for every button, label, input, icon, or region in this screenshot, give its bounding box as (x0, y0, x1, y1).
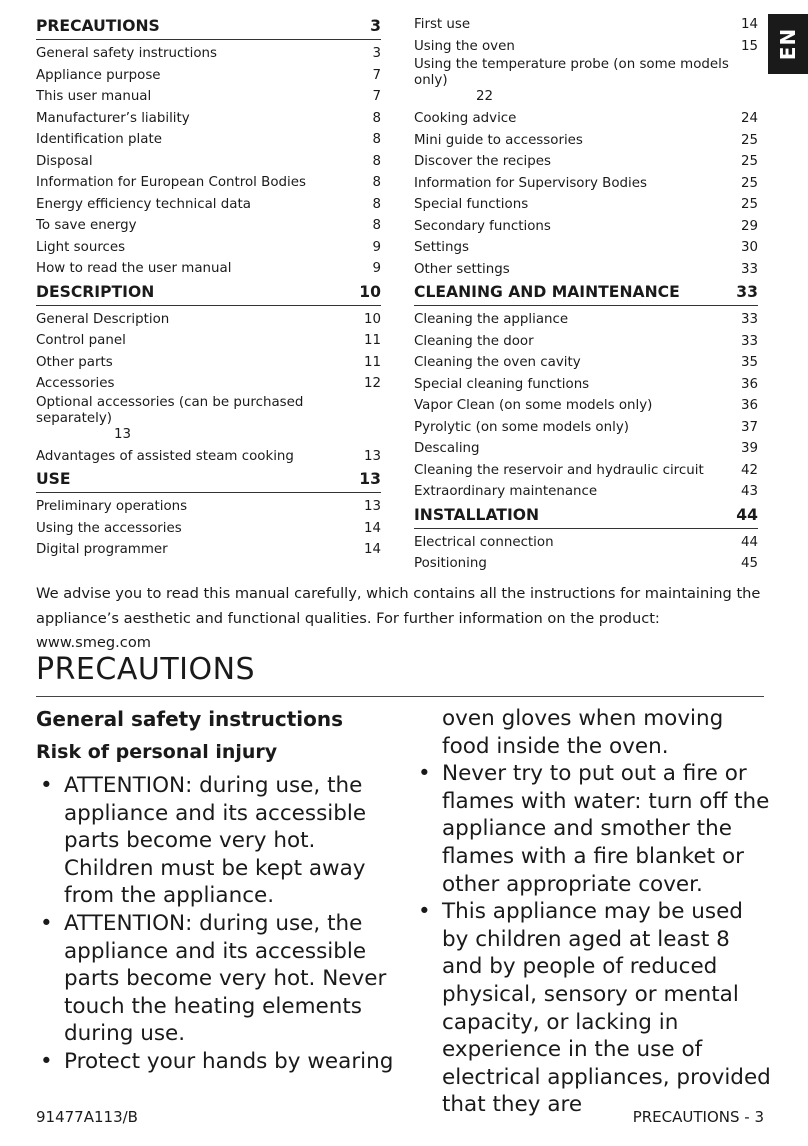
toc-entry-label: To save energy (36, 218, 137, 233)
toc-page-number: 8 (372, 175, 381, 190)
toc-page-number: 44 (740, 534, 758, 550)
toc-entry-label: USE (36, 470, 71, 488)
toc-entry (36, 395, 381, 442)
toc-entry (36, 129, 381, 151)
toc-entry (414, 331, 758, 353)
body-right-column (414, 704, 774, 1119)
toc-entry (414, 237, 758, 259)
toc-page-number: 14 (363, 542, 381, 557)
toc-entry-label: Electrical connection (414, 534, 554, 550)
toc-entry-label: Secondary functions (414, 218, 551, 234)
toc-entry-label: Information for European Control Bodies (36, 175, 306, 190)
toc-entry (414, 352, 758, 374)
toc-entry-label: Identification plate (36, 132, 162, 147)
footer-page-label: PRECAUTIONS - 3 (632, 1108, 764, 1126)
toc-entry (36, 309, 381, 331)
language-tab-label: EN (776, 27, 800, 61)
toc-page-number: 22 (476, 89, 494, 104)
toc-page-number: 30 (740, 240, 758, 255)
toc-page-number: 35 (740, 355, 758, 370)
toc-entry-label: Vapor Clean (on some models only) (414, 398, 653, 413)
toc-entry-label: Pyrolytic (on some models only) (414, 419, 629, 435)
toc-entry-label: Energy efficiency technical data (36, 196, 251, 212)
toc-entry (414, 194, 758, 216)
toc-entry-label: Special functions (414, 197, 529, 212)
toc-page-number: 36 (740, 398, 758, 413)
toc-page-number: 36 (740, 376, 758, 392)
toc-page-number: 3 (370, 17, 381, 35)
toc-entry (414, 216, 758, 238)
toc-entry (36, 43, 381, 65)
toc-page-number: 25 (740, 197, 758, 212)
toc-page-number: 10 (359, 282, 381, 301)
toc-entry-label: Extraordinary maintenance (414, 484, 598, 499)
toc-entry (36, 172, 381, 194)
bullet-item: • ATTENTION: during use, the appliance and its accessible parts become very hot. Children must be kept away from the appliance. (36, 772, 396, 910)
toc-entry-label: DESCRIPTION (36, 282, 155, 301)
bullet-item: • Protect your hands by wearing (36, 1048, 396, 1076)
toc-page-number: 8 (372, 218, 381, 233)
toc-page-number: 13 (359, 470, 381, 488)
footer-doc-code: 91477A113/B (36, 1108, 138, 1126)
toc-page-number: 9 (372, 261, 381, 276)
toc-page-number: 8 (372, 196, 381, 212)
toc-entry (414, 481, 758, 503)
toc-page-number: 8 (372, 132, 381, 147)
toc-page-number: 9 (372, 239, 381, 255)
toc-entry-label: Control panel (36, 333, 126, 348)
toc-entry-label: First use (414, 17, 471, 32)
toc-entry (414, 259, 758, 281)
bullet-list-right (414, 760, 774, 1119)
body-left-column (36, 704, 396, 1076)
toc-right-column (414, 14, 758, 575)
toc-entry-label: Cooking advice (414, 111, 517, 126)
toc-entry-label: CLEANING AND MAINTENANCE (414, 283, 680, 301)
toc-entry (36, 518, 381, 540)
toc-entry-label: General safety instructions (36, 46, 218, 61)
toc-entry-label: Cleaning the oven cavity (414, 355, 581, 370)
bullet-item: • Never try to put out a fire or flames with water: turn off the appliance and smother the flames with a fire blanket or other appropriate cover. (414, 760, 774, 898)
toc-page-number: 13 (363, 448, 381, 464)
toc-page-number: 13 (114, 426, 132, 442)
toc-entry-label: Positioning (414, 556, 487, 571)
toc-entry (414, 130, 758, 152)
toc-entry (414, 395, 758, 417)
toc-entry-label: Cleaning the reservoir and hydraulic circuit (414, 462, 704, 478)
toc-page-number: 33 (740, 312, 758, 327)
toc-entry (36, 108, 381, 130)
toc-page-number: 33 (740, 261, 758, 277)
toc-entry (414, 532, 758, 554)
toc-page-number: 7 (372, 67, 381, 83)
toc-page-number: 8 (372, 153, 381, 169)
toc-entry (36, 539, 381, 561)
toc-entry (36, 215, 381, 237)
toc-entry (414, 460, 758, 482)
toc-section-heading (414, 281, 758, 306)
toc-entry-label: Advantages of assisted steam cooking (36, 448, 294, 464)
toc-entry-label: Settings (414, 240, 469, 255)
toc-section-heading (36, 468, 381, 493)
toc-page-number: 3 (372, 46, 381, 61)
toc-page-number: 29 (740, 218, 758, 234)
toc-entry-label: Using the oven (414, 38, 515, 54)
toc-entry (36, 330, 381, 352)
toc-page-number: 33 (736, 283, 758, 301)
toc-entry-label: Optional accessories (can be purchased separately) (36, 394, 304, 426)
toc-entry (36, 151, 381, 173)
toc-entry (36, 496, 381, 518)
bullet-item: • This appliance may be used by children aged at least 8 and by people of reduced physical, sensory or mental capacity, or lacking in experience in the use of electrical appliances, provided that they are (414, 898, 774, 1119)
toc-page-number: 11 (363, 354, 381, 370)
section-title: General safety instructions (36, 707, 344, 731)
toc-page-number: 45 (740, 556, 758, 571)
toc-page-number: 13 (363, 499, 381, 514)
toc-entry (36, 65, 381, 87)
toc-page-number: 42 (740, 462, 758, 478)
toc-section-heading (36, 15, 381, 40)
intro-paragraph: We advise you to read this manual carefully, which contains all the instructions for maintaining the appliance’s aesthetic and functional qualities. For further information on the product: www.smeg.com (36, 585, 761, 651)
toc-entry (414, 553, 758, 575)
toc-page-number: 12 (363, 376, 381, 391)
toc-page-number: 44 (736, 505, 758, 524)
toc-section-heading (36, 281, 381, 306)
toc-entry-label: Other settings (414, 261, 510, 277)
toc-entry-label: General Description (36, 311, 170, 327)
toc-entry (414, 36, 758, 58)
toc-entry-label: Appliance purpose (36, 67, 161, 83)
toc-entry (36, 352, 381, 374)
toc-entry-label: Cleaning the door (414, 333, 534, 349)
toc-entry (414, 309, 758, 331)
toc-entry (36, 446, 381, 468)
toc-page-number: 14 (363, 520, 381, 536)
toc-entry-label: Information for Supervisory Bodies (414, 175, 647, 191)
toc-page-number: 43 (740, 484, 758, 499)
toc-page-number: 11 (363, 333, 381, 348)
toc-page-number: 37 (740, 419, 758, 435)
toc-entry-label: Using the temperature probe (on some models only) (414, 57, 729, 88)
toc-entry-label: Disposal (36, 153, 93, 169)
toc-entry-label: Descaling (414, 441, 480, 456)
toc-entry-label: This user manual (36, 89, 152, 104)
toc-page-number: 24 (740, 111, 758, 126)
toc-entry-label: How to read the user manual (36, 261, 232, 276)
toc-entry-label: Manufacturer’s liability (36, 110, 190, 126)
toc-page-number: 33 (740, 333, 758, 349)
toc-entry (414, 417, 758, 439)
toc-entry (414, 57, 758, 104)
toc-page-number: 25 (740, 132, 758, 148)
toc-entry (414, 151, 758, 173)
toc-entry-label: Light sources (36, 239, 126, 255)
toc-page-number: 7 (372, 89, 381, 104)
toc-entry-label: Mini guide to accessories (414, 132, 583, 148)
subsection-title: Risk of personal injury (36, 741, 278, 763)
toc-left-column (36, 14, 381, 561)
toc-entry-label: Using the accessories (36, 520, 182, 536)
toc-entry-label: PRECAUTIONS (36, 17, 160, 35)
toc-entry (36, 237, 381, 259)
toc-page-number: 25 (740, 154, 758, 169)
bullet-continuation: oven gloves when moving food inside the oven. (442, 706, 724, 759)
toc-entry (36, 258, 381, 280)
toc-entry (36, 194, 381, 216)
page-title: PRECAUTIONS (36, 648, 764, 697)
toc-section-heading (414, 504, 758, 529)
toc-entry-label: Digital programmer (36, 542, 168, 557)
toc-entry (414, 173, 758, 195)
toc-entry-label: Preliminary operations (36, 499, 188, 514)
toc-entry (36, 373, 381, 395)
toc-page-number: 8 (372, 110, 381, 126)
toc-page-number: 14 (740, 17, 758, 32)
toc-page-number: 39 (740, 441, 758, 456)
toc-entry (414, 14, 758, 36)
toc-entry-label: Other parts (36, 354, 113, 370)
toc-entry (414, 374, 758, 396)
toc-entry-label: Accessories (36, 376, 115, 391)
toc-entry-label: Cleaning the appliance (414, 312, 569, 327)
toc-page-number: 25 (740, 175, 758, 191)
toc-entry-label: Special cleaning functions (414, 376, 590, 392)
toc-page-number: 10 (363, 311, 381, 327)
toc-entry (414, 108, 758, 130)
bullet-item: • ATTENTION: during use, the appliance and its accessible parts become very hot. Never touch the heating elements during use. (36, 910, 396, 1048)
toc-page-number: 15 (740, 38, 758, 54)
toc-entry (414, 438, 758, 460)
toc-entry-label: Discover the recipes (414, 154, 551, 169)
bullet-list-left (36, 772, 396, 1076)
language-tab (768, 14, 808, 74)
toc-entry-label: INSTALLATION (414, 505, 540, 524)
toc-entry (36, 86, 381, 108)
